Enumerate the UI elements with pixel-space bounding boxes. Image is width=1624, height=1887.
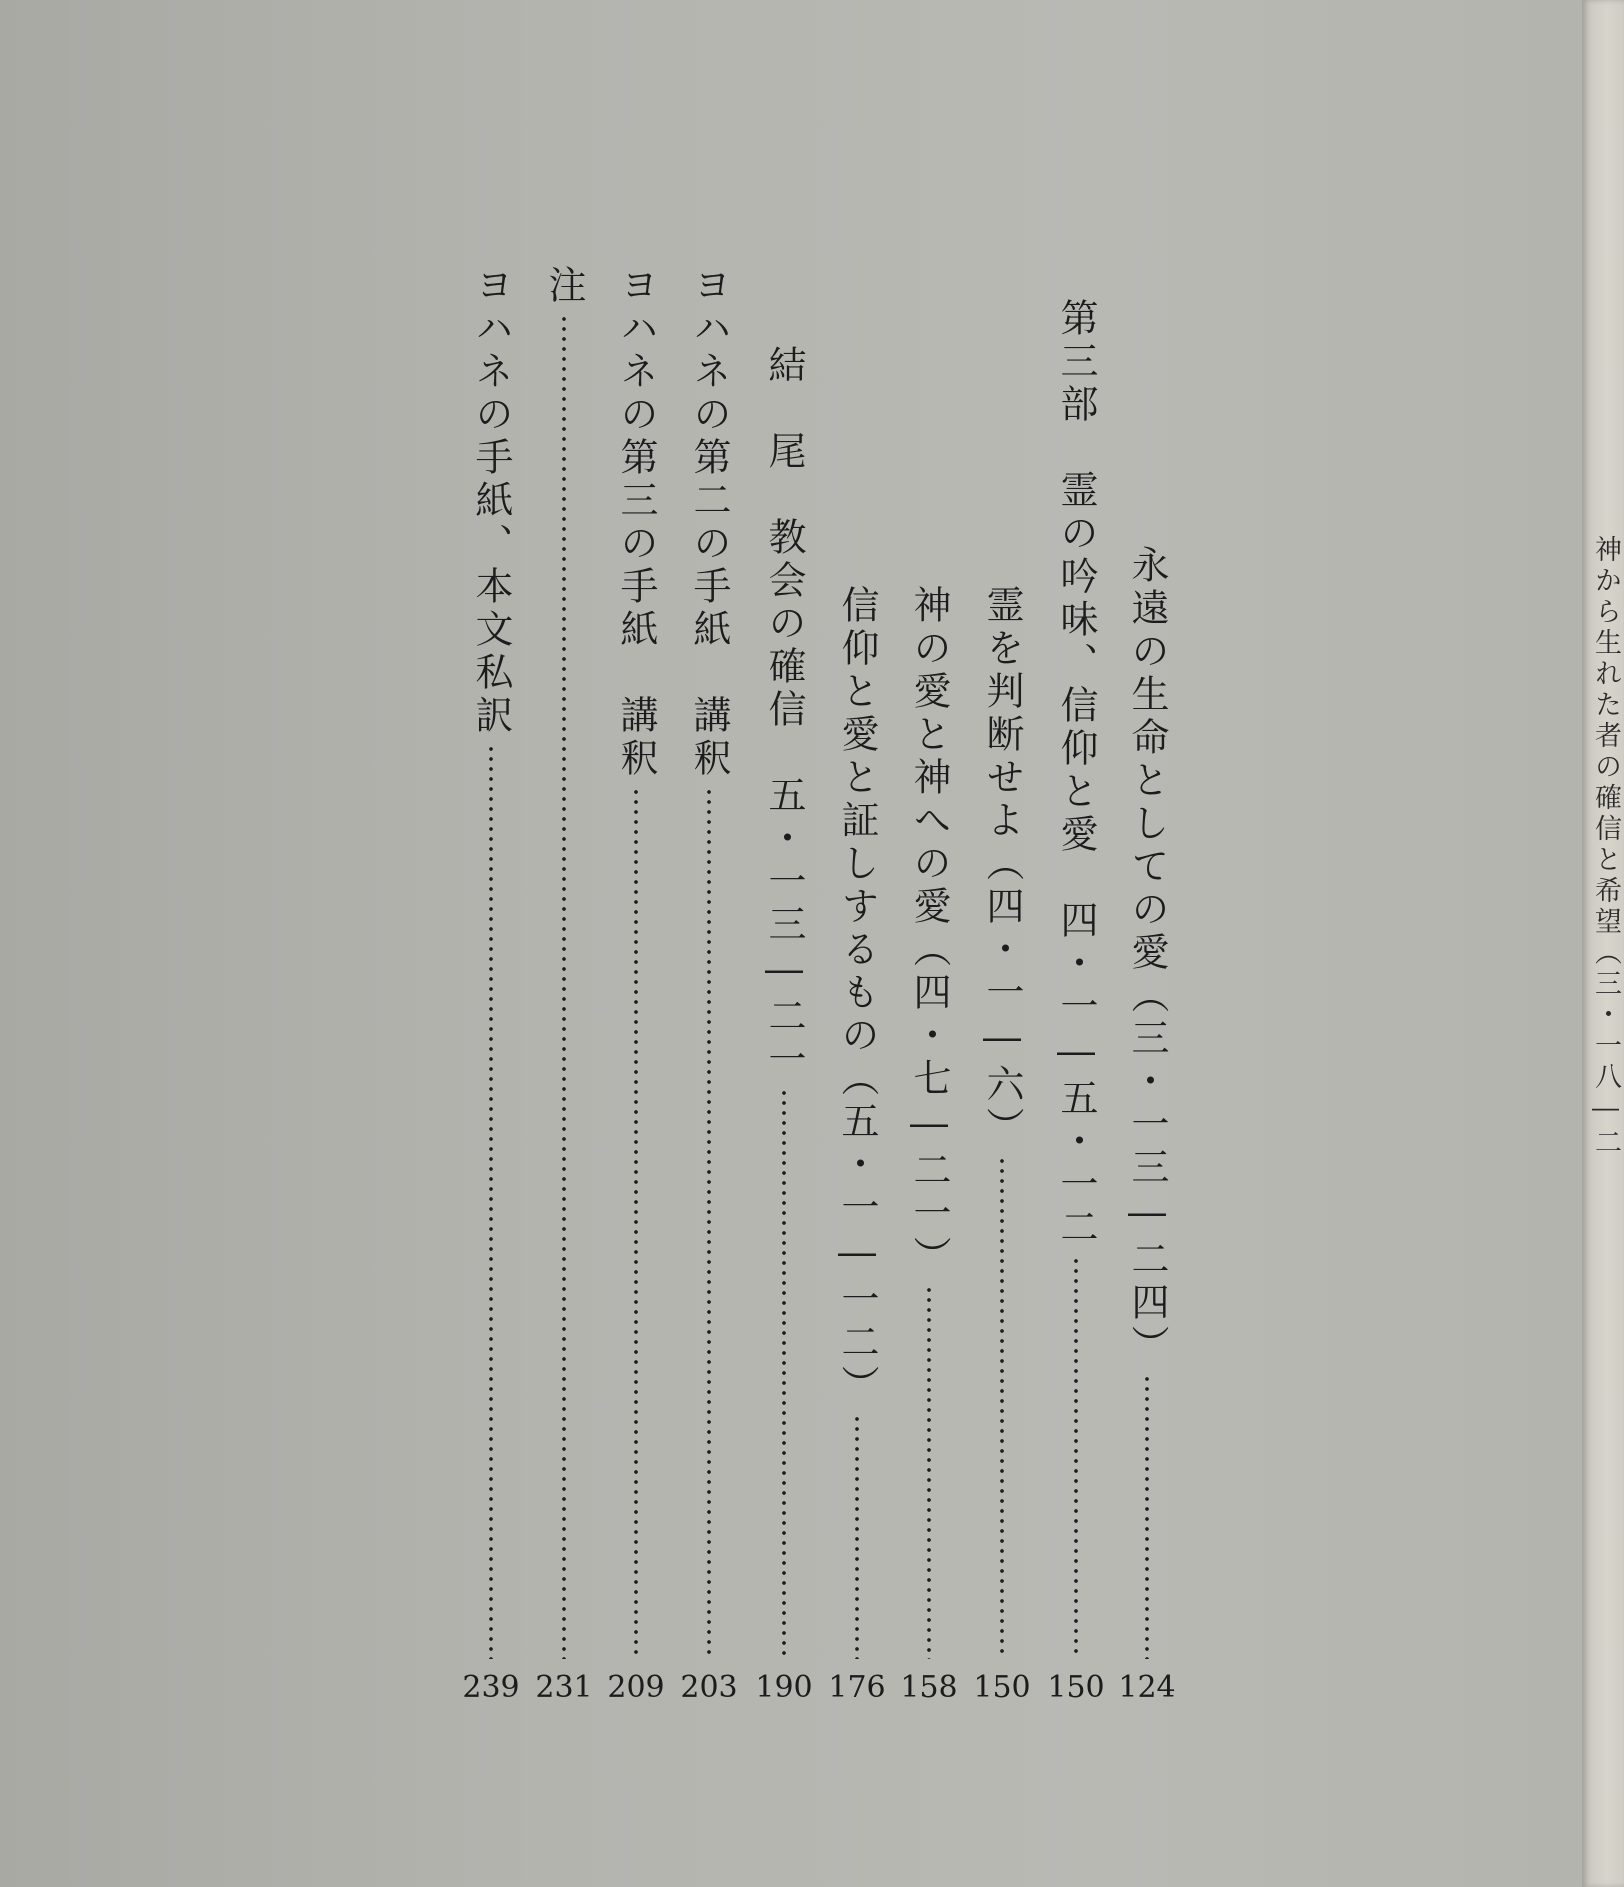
- toc-entry-1: [1123, 545, 1171, 1663]
- toc-entry-title: 信仰と愛と証しするもの（五・一―一二）: [835, 585, 879, 1408]
- dot-leader: [1144, 1374, 1150, 1659]
- page-number: 209: [607, 1670, 665, 1705]
- page-number: 239: [462, 1670, 520, 1705]
- page-number: 176: [828, 1670, 886, 1705]
- running-head: 神から生れた者の確信と希望（三・一八―二: [1590, 535, 1621, 1159]
- toc-entry-title: ヨハネの第二の手紙 講釈: [687, 265, 731, 781]
- toc-entry-9: [540, 265, 588, 1663]
- toc-entry-title: 神の愛と神への愛（四・七―二一）: [907, 585, 951, 1279]
- dot-leader: [488, 744, 494, 1659]
- dot-leader: [854, 1414, 860, 1659]
- dot-leader: [999, 1156, 1005, 1659]
- toc-entry-5: [833, 585, 881, 1663]
- toc-entry-2: [1052, 298, 1100, 1663]
- dot-leader: [561, 314, 567, 1659]
- toc-entry-7: [685, 265, 733, 1663]
- page-number: 231: [535, 1670, 593, 1705]
- dot-leader: [633, 787, 639, 1659]
- toc-entry-title: 結 尾 教会の確信 五・一三―二一: [762, 345, 806, 1082]
- toc-entry-8: [612, 265, 660, 1663]
- dot-leader: [706, 787, 712, 1659]
- dot-leader: [781, 1088, 787, 1659]
- toc-entry-4: [905, 585, 953, 1663]
- page-number: 150: [973, 1670, 1031, 1705]
- page-number: 150: [1047, 1670, 1105, 1705]
- toc-entry-10: [467, 265, 515, 1663]
- toc-entry-3: [978, 585, 1026, 1663]
- page-number: 190: [755, 1670, 813, 1705]
- dot-leader: [926, 1285, 932, 1659]
- page-number: 124: [1118, 1670, 1176, 1705]
- page-number: 203: [680, 1670, 738, 1705]
- toc-entry-title: ヨハネの手紙、本文私訳: [469, 265, 513, 738]
- toc-entry-title: 注: [542, 265, 586, 308]
- toc-entry-title: ヨハネの第三の手紙 講釈: [614, 265, 658, 781]
- toc-entry-title: 永遠の生命としての愛（三・一三―二四）: [1125, 545, 1169, 1368]
- toc-entry-title: 霊を判断せよ（四・一―六）: [980, 585, 1024, 1150]
- toc-entry-6: [760, 345, 808, 1663]
- toc-entry-title: 第三部 霊の吟味、信仰と愛 四・一―五・一二: [1054, 298, 1098, 1250]
- dot-leader: [1073, 1256, 1079, 1659]
- page-number: 158: [900, 1670, 958, 1705]
